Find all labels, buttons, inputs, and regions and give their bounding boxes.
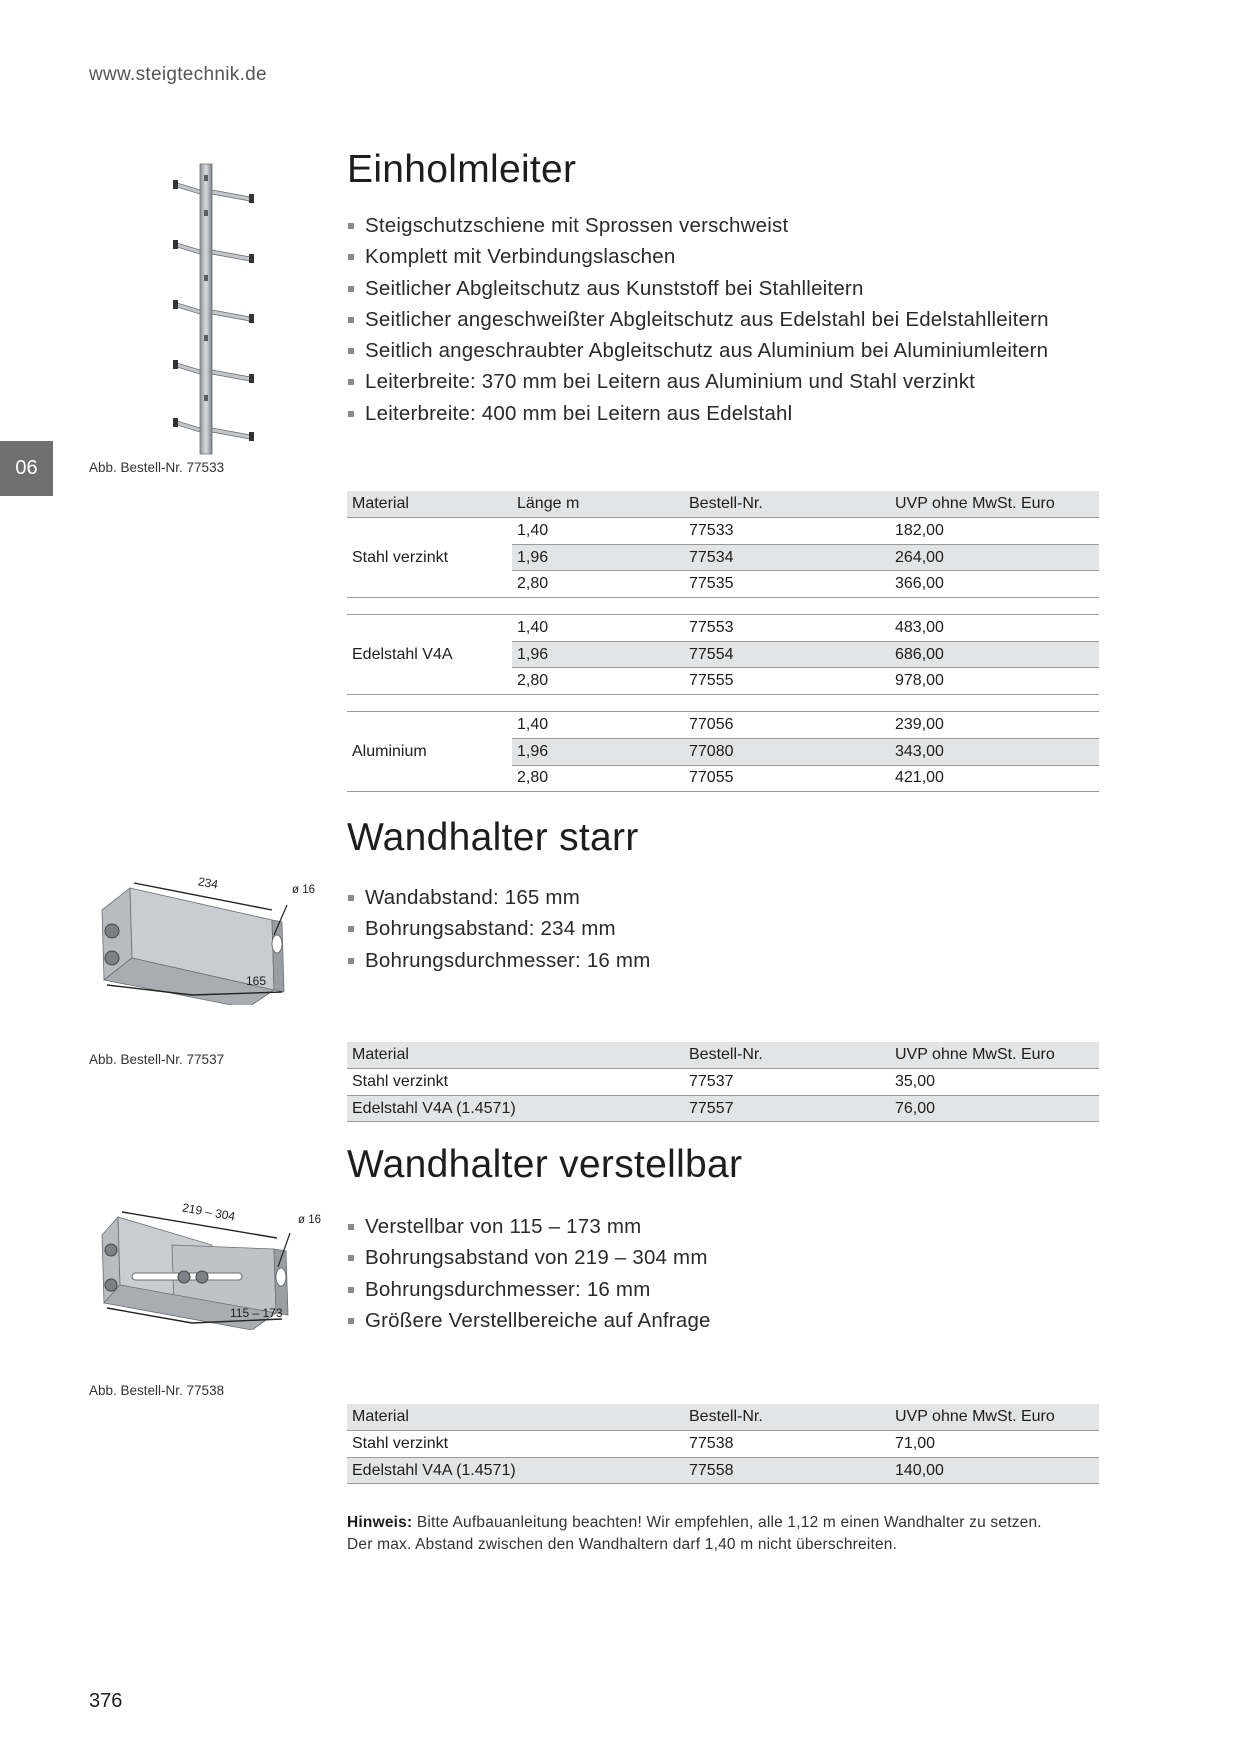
- order-number-cell: 77558: [684, 1457, 890, 1484]
- dimension-label: ø 16: [298, 1214, 322, 1226]
- column-header: Material: [347, 491, 512, 518]
- price-cell: 366,00: [890, 571, 1099, 598]
- order-number-cell: 77533: [684, 518, 890, 545]
- material-cell: Edelstahl V4A (1.4571): [347, 1095, 684, 1122]
- order-number-cell: 77534: [684, 544, 890, 571]
- order-number-cell: 77056: [684, 712, 890, 739]
- price-table: [347, 1042, 1099, 1122]
- feature-list: [347, 882, 650, 976]
- column-header: Bestell-Nr.: [684, 1042, 890, 1069]
- feature-item: Steigschutzschiene mit Sprossen verschweist: [347, 210, 1049, 241]
- price-cell: 686,00: [890, 641, 1099, 668]
- dimension-label: 165: [246, 974, 267, 988]
- section-title: Wandhalter verstellbar: [347, 1143, 743, 1186]
- feature-item: Seitlicher Abgleitschutz aus Kunststoff bei Stahlleitern: [347, 273, 1049, 304]
- table-row: [347, 1431, 1099, 1458]
- table-spacer: [347, 598, 1099, 615]
- feature-item: Bohrungsdurchmesser: 16 mm: [347, 945, 650, 976]
- table-header: [347, 491, 1099, 518]
- image-caption: Abb. Bestell-Nr. 77533: [89, 460, 225, 475]
- feature-item: Bohrungsabstand: 234 mm: [347, 913, 650, 944]
- page-number: 376: [89, 1690, 123, 1712]
- order-number-cell: 77055: [684, 765, 890, 792]
- price-cell: 421,00: [890, 765, 1099, 792]
- feature-list: [347, 1211, 711, 1336]
- column-header: Bestell-Nr.: [684, 1404, 890, 1431]
- dimension-label: 115 – 173: [230, 1306, 283, 1320]
- section-title: Wandhalter starr: [347, 816, 639, 859]
- dimension-label: 219 – 304: [181, 1200, 237, 1224]
- material-cell: Stahl verzinkt: [347, 518, 512, 598]
- note-text: Bitte Aufbauanleitung beachten! Wir empfehlen, alle 1,12 m einen Wandhalter zu setzen.: [412, 1514, 1042, 1531]
- price-table: [347, 491, 1099, 792]
- feature-item: Seitlicher angeschweißter Abgleitschutz aus Edelstahl bei Edelstahlleitern: [347, 304, 1049, 335]
- material-cell: Aluminium: [347, 712, 512, 792]
- price-cell: 76,00: [890, 1095, 1099, 1122]
- order-number-cell: 77538: [684, 1431, 890, 1458]
- feature-item: Größere Verstellbereiche auf Anfrage: [347, 1305, 711, 1336]
- price-cell: 71,00: [890, 1431, 1099, 1458]
- order-number-cell: 77535: [684, 571, 890, 598]
- wall-bracket-adjustable-image: [92, 1205, 322, 1330]
- feature-item: Leiterbreite: 370 mm bei Leitern aus Aluminium und Stahl verzinkt: [347, 366, 1049, 397]
- note-label: Hinweis:: [347, 1514, 413, 1531]
- table-row: [347, 1069, 1099, 1096]
- wall-bracket-rigid-image: [92, 880, 322, 1005]
- order-number-cell: 77554: [684, 641, 890, 668]
- order-number-cell: 77557: [684, 1095, 890, 1122]
- section-title: Einholmleiter: [347, 148, 577, 191]
- length-cell: 2,80: [512, 571, 684, 598]
- installation-note: [347, 1512, 1107, 1556]
- material-cell: Edelstahl V4A (1.4571): [347, 1457, 684, 1484]
- length-cell: 1,40: [512, 712, 684, 739]
- column-header: Material: [347, 1042, 684, 1069]
- price-cell: 140,00: [890, 1457, 1099, 1484]
- feature-item: Verstellbar von 115 – 173 mm: [347, 1211, 711, 1242]
- table-row: [347, 1095, 1099, 1122]
- table-row: [347, 518, 1099, 545]
- column-header: Bestell-Nr.: [684, 491, 890, 518]
- table-row: [347, 1457, 1099, 1484]
- table-row: [347, 712, 1099, 739]
- length-cell: 1,40: [512, 518, 684, 545]
- order-number-cell: 77537: [684, 1069, 890, 1096]
- length-cell: 2,80: [512, 668, 684, 695]
- price-cell: 483,00: [890, 615, 1099, 642]
- ladder-image: [165, 160, 265, 460]
- material-cell: Stahl verzinkt: [347, 1069, 684, 1096]
- column-header: UVP ohne MwSt. Euro: [890, 1042, 1099, 1069]
- order-number-cell: 77080: [684, 738, 890, 765]
- dimension-label: 234: [196, 874, 220, 892]
- feature-item: Seitlich angeschraubter Abgleitschutz aus Aluminium bei Aluminiumleitern: [347, 335, 1049, 366]
- image-caption: Abb. Bestell-Nr. 77538: [89, 1383, 225, 1398]
- table-row: [347, 615, 1099, 642]
- table-spacer: [347, 695, 1099, 712]
- column-header: UVP ohne MwSt. Euro: [890, 1404, 1099, 1431]
- length-cell: 1,96: [512, 641, 684, 668]
- length-cell: 2,80: [512, 765, 684, 792]
- price-cell: 264,00: [890, 544, 1099, 571]
- length-cell: 1,40: [512, 615, 684, 642]
- dimension-label: ø 16: [292, 884, 316, 896]
- price-cell: 35,00: [890, 1069, 1099, 1096]
- price-cell: 978,00: [890, 668, 1099, 695]
- column-header: Länge m: [512, 491, 684, 518]
- length-cell: 1,96: [512, 738, 684, 765]
- website-url: www.steigtechnik.de: [89, 64, 267, 85]
- price-cell: 343,00: [890, 738, 1099, 765]
- feature-list: [347, 210, 1049, 429]
- image-caption: Abb. Bestell-Nr. 77537: [89, 1052, 225, 1067]
- column-header: Material: [347, 1404, 684, 1431]
- feature-item: Komplett mit Verbindungslaschen: [347, 241, 1049, 272]
- order-number-cell: 77553: [684, 615, 890, 642]
- material-cell: Stahl verzinkt: [347, 1431, 684, 1458]
- price-table: [347, 1404, 1099, 1484]
- feature-item: Wandabstand: 165 mm: [347, 882, 650, 913]
- feature-item: Leiterbreite: 400 mm bei Leitern aus Edelstahl: [347, 398, 1049, 429]
- note-text-2: Der max. Abstand zwischen den Wandhaltern darf 1,40 m nicht überschreiten.: [347, 1536, 898, 1553]
- material-cell: Edelstahl V4A: [347, 615, 512, 695]
- feature-item: Bohrungsdurchmesser: 16 mm: [347, 1274, 711, 1305]
- order-number-cell: 77555: [684, 668, 890, 695]
- column-header: UVP ohne MwSt. Euro: [890, 491, 1099, 518]
- feature-item: Bohrungsabstand von 219 – 304 mm: [347, 1242, 711, 1273]
- length-cell: 1,96: [512, 544, 684, 571]
- price-cell: 182,00: [890, 518, 1099, 545]
- table-header: [347, 1042, 1099, 1069]
- table-header: [347, 1404, 1099, 1431]
- price-cell: 239,00: [890, 712, 1099, 739]
- chapter-tab: 06: [0, 441, 53, 496]
